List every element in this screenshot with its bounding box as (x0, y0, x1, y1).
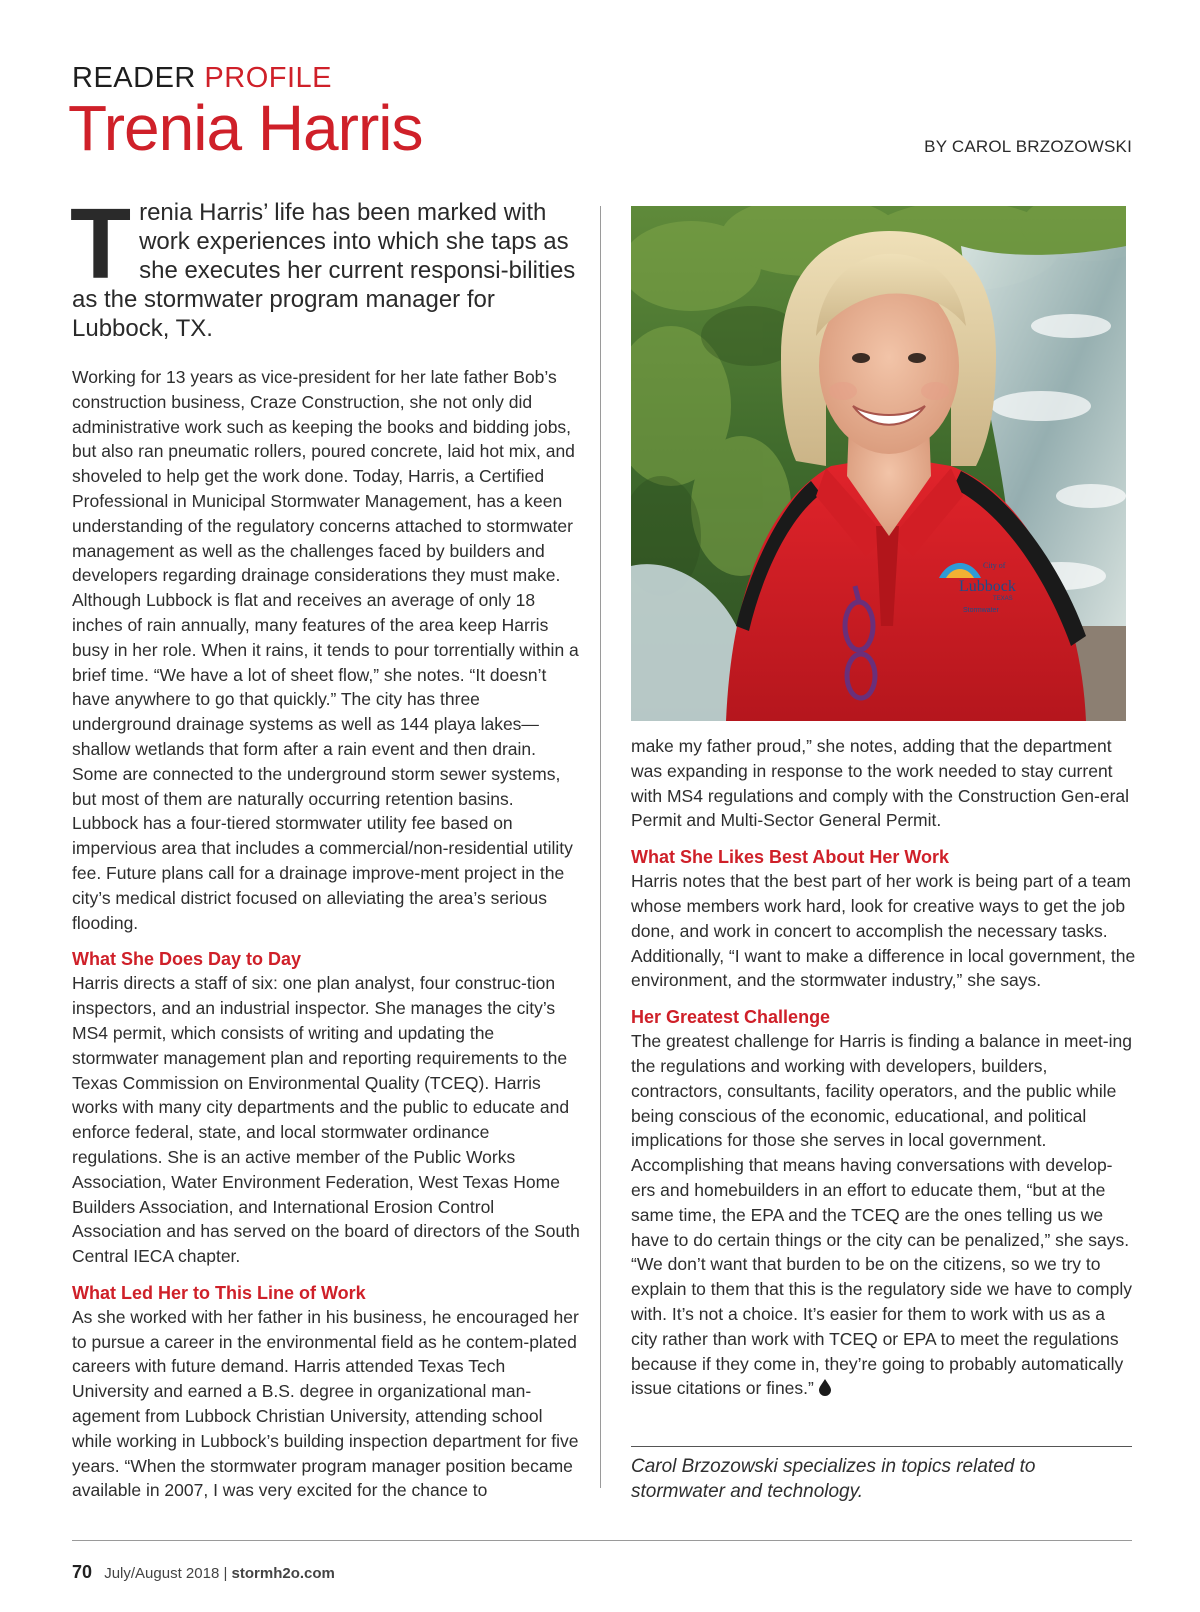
page-number: 70 (72, 1562, 93, 1582)
footer-divider (72, 1540, 1132, 1541)
byline: BY CAROL BRZOZOWSKI (924, 137, 1132, 156)
body-paragraph-6 (631, 1029, 1136, 1403)
kicker-profile: PROFILE (204, 62, 333, 94)
kicker-reader: READER (72, 62, 196, 94)
lede-text: renia Harris’ life has been marked with work experiences into which she taps as she executes her current responsi-bilities as the stormwater program manager for Lubbock, TX. (72, 199, 576, 342)
left-column (70, 188, 580, 1515)
logo-lubbock: Lubbock (959, 578, 1016, 595)
website-link[interactable]: stormh2o.com (231, 1565, 335, 1582)
right-column (631, 734, 1136, 1415)
logo-texas: TEXAS (993, 596, 1013, 602)
water-drop-icon (818, 1378, 832, 1403)
page-footer (72, 1562, 335, 1584)
body-paragraph-6-text: The greatest challenge for Harris is finding a balance in meet-ing the regulations and working with developers, builders, contractors, consultants, facility operators, and the public while being conscious of the economic, educational, and political implications for those she serves in local government. Accomplishing that means having conversations with develop-ers and homebuilders in an effort to educate them, “but at the same time, the EPA and the TCEQ are the ones telling us we have to do certain things or the city can be penalized,” she says. “We don’t want that burden to be on the citizens, so we try to explain to them that this is the regulatory side we have to comply with. It’s not a choice. It’s easier for them to work with us as a city rather than work with TCEQ or EPA to meet the regulations because if they come in, they’re going to probably automatically issue citations or fines.” (631, 1031, 1132, 1399)
lede-paragraph (70, 188, 580, 343)
portrait-photo (631, 206, 1126, 721)
bio-divider (631, 1446, 1132, 1447)
drop-cap: T (70, 188, 132, 300)
body-paragraph-3: As she worked with her father in his business, he encouraged her to pursue a career in the environmental field as he contem-plated careers with future demand. Harris attended Texas Tech University and earned a B.S. degree in organizational man-agement from Lubbock Christian University, attending school while working in Lubbock’s building inspection department for five years. “When the stormwater program manager position became available in 2007, I was very excited for the chance to (72, 1306, 579, 1501)
article-title: Trenia Harris (68, 92, 423, 164)
subhead-line-of-work: What Led Her to This Line of Work (72, 1282, 366, 1303)
body-paragraph-1: Working for 13 years as vice-president for her late father Bob’s construction business, Craze Construction, she not only did administrative work such as keeping the books and bidding jobs, but also ran pneumatic rollers, poured concrete, laid hot mix, and shoveled to help get the work done. Today, Harris, a Certified Professional in Municipal Stormwater Management, has a keen understanding of the regulatory concerns attached to stormwater management as well as the challenges faced by builders and developers regarding drainage considerations they must make. Although Lubbock is flat and receives an average of only 18 inches of rain annually, many features of the area keep Harris busy in her role. When it rains, it tends to pour torrentially within a brief time. “We have a lot of sheet flow,” she notes. “It doesn’t have anywhere to go that quickly.” The city has three underground drainage systems as well as 144 playa lakes—shallow wetlands that form after a rain event and then drain. Some are connected to the underground storm sewer systems, but most of them are naturally occurring retention basins. Lubbock has a four-tiered stormwater utility fee based on impervious area that includes a commercial/non-residential utility fee. Future plans call for a drainage improve-ment project in the city’s medical district focused on alleviating the area’s serious flooding. (72, 367, 579, 933)
portrait-illustration (631, 206, 1126, 721)
body-paragraph-2: Harris directs a staff of six: one plan analyst, four construc-tion inspectors, and an industrial inspector. She manages the city’s MS4 permit, which consists of writing and updating the stormwater management plan and reporting requirements to the Texas Commission on Environmental Quality (TCEQ). Harris works with many city departments and the public to educate and enforce federal, state, and local stormwater ordinance regulations. She is an active member of the Public Works Association, Water Environment Federation, West Texas Home Builders Association, and International Erosion Control Association and has served on the board of directors of the South Central IECA chapter. (72, 973, 580, 1267)
logo-city-of: City of (983, 561, 1006, 570)
issue-date: July/August 2018 (104, 1565, 220, 1582)
logo-stormwater: Stormwater (963, 607, 999, 614)
column-divider (600, 206, 601, 1488)
subhead-likes-best: What She Likes Best About Her Work (631, 847, 950, 868)
author-bio: Carol Brzozowski specializes in topics related to stormwater and technology. (631, 1456, 1036, 1502)
section-kicker (72, 64, 332, 93)
footer-separator: | (223, 1565, 228, 1582)
body-paragraph-4: make my father proud,” she notes, adding that the department was expanding in response to the work needed to stay current with MS4 regulations and comply with the Construction Gen-eral Permit and Multi-Sector General Permit. (631, 736, 1130, 831)
subhead-greatest-challenge: Her Greatest Challenge (631, 1007, 831, 1028)
body-paragraph-5: Harris notes that the best part of her work is being part of a team whose members work hard, look for creative ways to get the job done, and work in concert to accomplish the necessary tasks. Additionally, “I want to make a difference in local government, the environment, and the stormwater industry,” she says. (631, 871, 1136, 991)
subhead-day-to-day: What She Does Day to Day (72, 949, 302, 970)
